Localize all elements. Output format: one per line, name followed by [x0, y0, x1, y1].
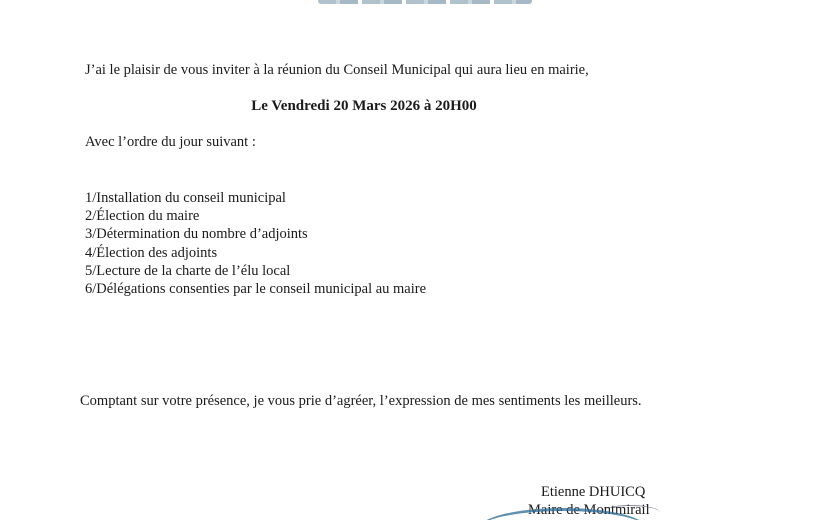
closing-text: Comptant sur votre présence, je vous prie d’agréer, l’expression de mes sentiments les meilleurs.	[80, 393, 642, 409]
header-stamp	[318, 0, 532, 4]
signatory-title: Maire de Montmirail	[528, 502, 650, 518]
agenda-item: 4/Élection des adjoints	[85, 244, 218, 261]
invitation-text: J’ai le plaisir de vous inviter à la réunion du Conseil Municipal qui aura lieu en mairie,	[85, 62, 589, 78]
agenda-item: 2/Élection du maire	[85, 208, 200, 225]
agenda-list	[85, 189, 426, 298]
handwritten-signature	[600, 505, 660, 520]
agenda-item: 3/Détermination du nombre d’adjoints	[85, 226, 308, 243]
agenda-item: 6/Délégations consenties par le conseil municipal au maire	[85, 281, 427, 298]
agenda-item: 5/Lecture de la charte de l’élu local	[85, 262, 291, 279]
agenda-item: 1/Installation du conseil municipal	[85, 190, 286, 206]
agenda-intro: Avec l’ordre du jour suivant :	[85, 134, 256, 150]
signatory-name: Etienne DHUICQ	[541, 484, 646, 500]
meeting-date: Le Vendredi 20 Mars 2026 à 20H00	[251, 98, 477, 114]
